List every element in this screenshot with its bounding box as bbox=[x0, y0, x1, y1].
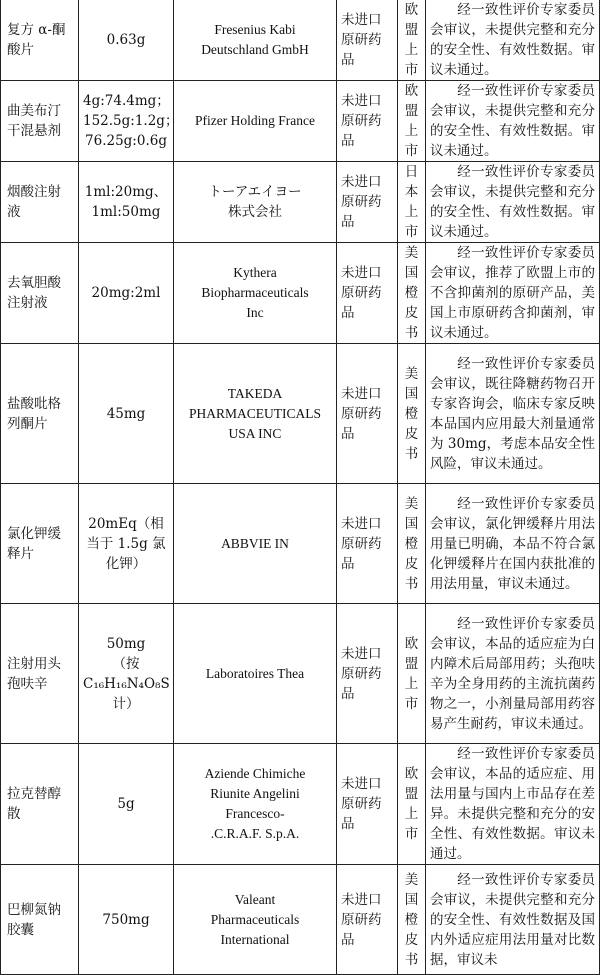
market-cell: 日 本 上 市 bbox=[398, 162, 426, 243]
table-row bbox=[1, 865, 600, 975]
market-cell: 欧 盟 上 市 bbox=[398, 81, 426, 162]
company-cell: Pfizer Holding France bbox=[174, 81, 337, 162]
table-row bbox=[1, 0, 600, 81]
review-comment-cell: 经一致性评价专家委员会审议，未提供完整和充分的安全性、有效性数据。审议未通过。 bbox=[426, 0, 600, 81]
market-cell: 美 国 橙 皮 书 bbox=[398, 865, 426, 975]
spec-cell: 45mg bbox=[79, 344, 174, 484]
spec-cell: 0.63g bbox=[79, 0, 174, 81]
drug-type-cell: 未进口 原研药 品 bbox=[337, 243, 398, 344]
drug-name-cell: 盐酸吡格 列酮片 bbox=[1, 344, 79, 484]
table-row bbox=[1, 162, 600, 243]
table-row bbox=[1, 81, 600, 162]
market-cell: 美 国 橙 皮 书 bbox=[398, 344, 426, 484]
review-comment-cell: 经一致性评价专家委员会审议，未提供完整和充分的安全性、有效性数据及国内外适应症用法用量对比数据，审议未 bbox=[426, 865, 600, 975]
spec-cell: 4g:74.4mg； 152.5g:1.2g； 76.25g:0.6g bbox=[79, 81, 174, 162]
review-comment-cell: 经一致性评价专家委员会审议，本品的适应症、用法用量与国内上市品存在差异。未提供完整和充分的安全性、有效性数据。审议未通过。 bbox=[426, 744, 600, 865]
market-cell: 美 国 橙 皮 书 bbox=[398, 484, 426, 604]
drug-type-cell: 未进口 原研药 品 bbox=[337, 81, 398, 162]
company-cell: Valeant Pharmaceuticals International bbox=[174, 865, 337, 975]
review-comment-cell: 经一致性评价专家委员会审议，未提供完整和充分的安全性、有效性数据。审议未通过。 bbox=[426, 162, 600, 243]
company-cell: Aziende Chimiche Riunite Angelini Francesco- .C.R.A.F. S.p.A. bbox=[174, 744, 337, 865]
drug-type-cell: 未进口 原研药 品 bbox=[337, 162, 398, 243]
drug-type-cell: 未进口 原研药 品 bbox=[337, 865, 398, 975]
company-cell: Kythera Biopharmaceuticals Inc bbox=[174, 243, 337, 344]
drug-type-cell: 未进口 原研药 品 bbox=[337, 744, 398, 865]
table-row bbox=[1, 744, 600, 865]
spec-cell: 1ml:20mg、 1ml:50mg bbox=[79, 162, 174, 243]
table-row bbox=[1, 243, 600, 344]
company-cell: ABBVIE IN bbox=[174, 484, 337, 604]
spec-cell: 750mg bbox=[79, 865, 174, 975]
table-row bbox=[1, 344, 600, 484]
review-comment-cell: 经一致性评价专家委员会审议，推荐了欧盟上市的不含抑菌剂的原研产品，美国上市原研药含抑菌剂，审议未通过。 bbox=[426, 243, 600, 344]
drug-type-cell: 未进口 原研药 品 bbox=[337, 344, 398, 484]
market-cell: 欧 盟 上 市 bbox=[398, 604, 426, 744]
drug-name-cell: 烟酸注射 液 bbox=[1, 162, 79, 243]
drug-name-cell: 巴柳氮钠 胶囊 bbox=[1, 865, 79, 975]
drug-name-cell: 曲美布汀 干混悬剂 bbox=[1, 81, 79, 162]
drug-name-cell: 拉克替醇 散 bbox=[1, 744, 79, 865]
table-row bbox=[1, 484, 600, 604]
review-comment-cell: 经一致性评价专家委员会审议，氯化钾缓释片用法用量已明确，本品不符合氯化钾缓释片在国内获批准的用法用量，审议未通过。 bbox=[426, 484, 600, 604]
company-cell: Laboratoires Thea bbox=[174, 604, 337, 744]
market-cell: 欧 盟 上 市 bbox=[398, 744, 426, 865]
review-comment-cell: 经一致性评价专家委员会审议，既往降糖药物召开专家咨询会，临床专家反映本品国内应用最大剂量通常为 30mg，考虑本品安全性风险，审议未通过。 bbox=[426, 344, 600, 484]
table-row bbox=[1, 604, 600, 744]
review-comment-cell: 经一致性评价专家委员会审议，本品的适应症为白内障术后局部用药；头孢呋辛为全身用药的主流抗菌药物之一，小剂量局部用药容易产生耐药，审议未通过。 bbox=[426, 604, 600, 744]
market-cell: 美 国 橙 皮 书 bbox=[398, 243, 426, 344]
drug-name-cell: 去氧胆酸 注射液 bbox=[1, 243, 79, 344]
drug-type-cell: 未进口 原研药 品 bbox=[337, 0, 398, 81]
drug-name-cell: 复方 α-酮 酸片 bbox=[1, 0, 79, 81]
spec-cell: 50mg （按 C₁₆H₁₆N₄O₈S 计） bbox=[79, 604, 174, 744]
spec-cell: 5g bbox=[79, 744, 174, 865]
market-cell: 欧 盟 上 市 bbox=[398, 0, 426, 81]
drug-type-cell: 未进口 原研药 品 bbox=[337, 604, 398, 744]
spec-cell: 20mEq（相 当于 1.5g 氯 化钾） bbox=[79, 484, 174, 604]
drug-name-cell: 氯化钾缓 释片 bbox=[1, 484, 79, 604]
company-cell: Fresenius Kabi Deutschland GmbH bbox=[174, 0, 337, 81]
drug-name-cell: 注射用头 孢呋辛 bbox=[1, 604, 79, 744]
drug-type-cell: 未进口 原研药 品 bbox=[337, 484, 398, 604]
review-comment-cell: 经一致性评价专家委员会审议，未提供完整和充分的安全性、有效性数据。审议未通过。 bbox=[426, 81, 600, 162]
company-cell: TAKEDA PHARMACEUTICALS USA INC bbox=[174, 344, 337, 484]
company-cell: トーアエイヨー 株式会社 bbox=[174, 162, 337, 243]
spec-cell: 20mg:2ml bbox=[79, 243, 174, 344]
